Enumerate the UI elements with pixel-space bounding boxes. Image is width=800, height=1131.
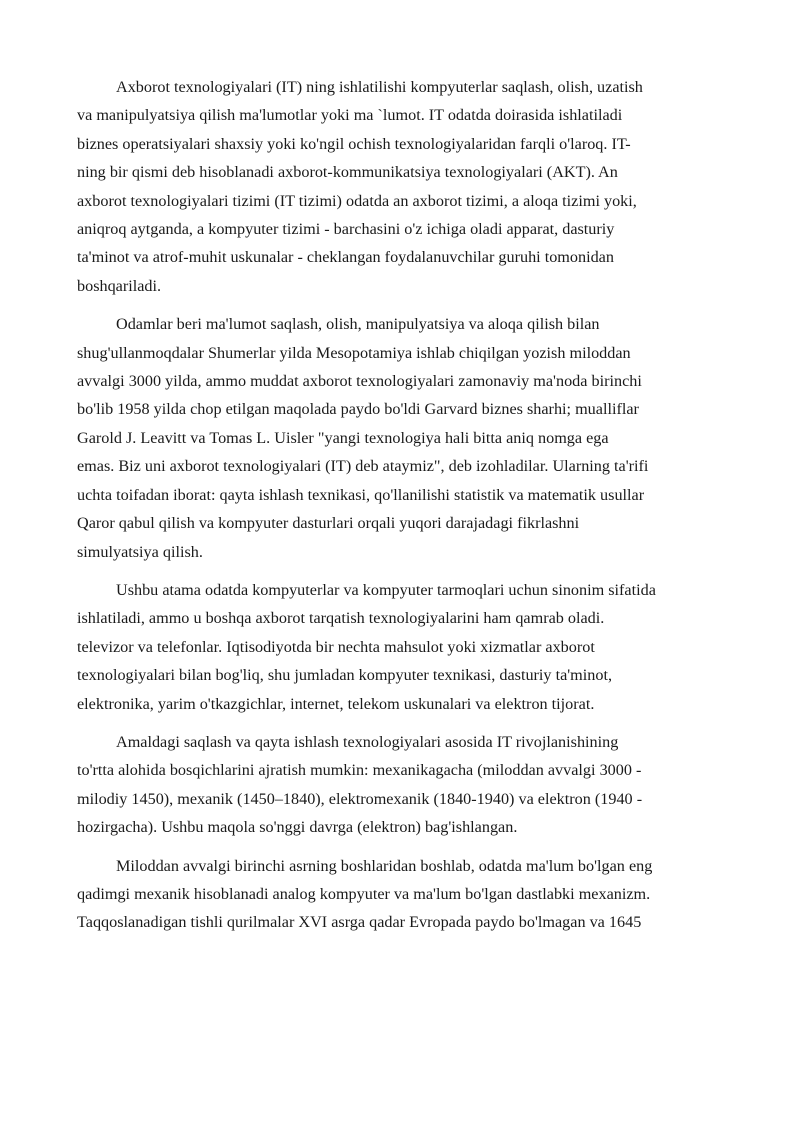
text-line: Odamlar beri ma'lumot saqlash, olish, manipulyatsiya va aloqa qilish bilan	[116, 315, 600, 334]
text-line: ning bir qismi deb hisoblanadi axborot-kommunikatsiya texnologiyalari (AKT). An	[77, 163, 618, 182]
text-line: Qaror qabul qilish va kompyuter dasturlari orqali yuqori darajadagi fikrlashni	[77, 514, 580, 533]
text-line: televizor va telefonlar. Iqtisodiyotda bir nechta mahsulot yoki xizmatlar axborot	[77, 637, 595, 656]
text-line: texnologiyalari bilan bog'liq, shu jumladan kompyuter texnikasi, dasturiy ta'minot,	[77, 666, 612, 685]
text-line: elektronika, yarim o'tkazgichlar, internet, telekom uskunalari va elektron tijorat.	[77, 694, 595, 713]
text-line: Axborot texnologiyalari (IT) ning ishlatilishi kompyuterlar saqlash, olish, uzatish	[116, 78, 643, 96]
text-line: avvalgi 3000 yilda, ammo muddat axborot texnologiyalari zamonaviy ma'noda birinchi	[77, 372, 642, 391]
paragraph-4	[77, 728, 741, 842]
paragraph-1	[77, 73, 741, 300]
paragraph-5	[77, 852, 741, 937]
text-line: simulyatsiya qilish.	[77, 542, 203, 561]
text-line: Ushbu atama odatda kompyuterlar va kompyuter tarmoqlari uchun sinonim sifatida	[116, 580, 656, 599]
text-line: biznes operatsiyalari shaxsiy yoki ko'ngil ochish texnologiyalaridan farqli o'laroq. IT-	[77, 134, 631, 153]
text-line: uchta toifadan iborat: qayta ishlash texnikasi, qo'llanilishi statistik va matematik usullar	[77, 485, 645, 504]
text-line: ishlatiladi, ammo u boshqa axborot tarqatish texnologiyalarini ham qamrab oladi.	[77, 609, 605, 628]
text-line: to'rtta alohida bosqichlarini ajratish mumkin: mexanikagacha (miloddan avvalgi 3000 -	[77, 761, 642, 780]
text-line: boshqariladi.	[77, 276, 162, 295]
text-line: Miloddan avvalgi birinchi asrning boshlaridan boshlab, odatda ma'lum bo'lgan eng	[116, 856, 653, 875]
text-line: Taqqoslanadigan tishli qurilmalar XVI asrga qadar Evropada paydo bo'lmagan va 1645	[77, 913, 642, 932]
text-line: hozirgacha). Ushbu maqola so'nggi davrga (elektron) bag'ishlangan.	[77, 818, 518, 837]
text-line: va manipulyatsiya qilish ma'lumotlar yoki ma `lumot. IT odatda doirasida ishlatiladi	[77, 106, 623, 125]
text-line: Amaldagi saqlash va qayta ishlash texnologiyalari asosida IT rivojlanishining	[116, 732, 619, 751]
text-line: aniqroq aytganda, a kompyuter tizimi - barchasini o'z ichiga oladi apparat, dasturiy	[77, 220, 615, 239]
document-page	[77, 73, 741, 947]
text-line: milodiy 1450), mexanik (1450–1840), elektromexanik (1840-1940) va elektron (1940 -	[77, 789, 643, 808]
text-line: ta'minot va atrof-muhit uskunalar - cheklangan foydalanuvchilar guruhi tomonidan	[77, 248, 614, 267]
text-line: shug'ullanmoqdalar Shumerlar yilda Mesopotamiya ishlab chiqilgan yozish miloddan	[77, 343, 631, 362]
text-line: bo'lib 1958 yilda chop etilgan maqolada paydo bo'ldi Garvard biznes sharhi; mualliflar	[77, 400, 639, 419]
text-line: Garold J. Leavitt va Tomas L. Uisler "yangi texnologiya hali bitta aniq nomga ega	[77, 428, 609, 447]
text-line: emas. Biz uni axborot texnologiyalari (IT) deb ataymiz", deb izohladilar. Ularning ta'rifi	[77, 457, 649, 476]
text-line: axborot texnologiyalari tizimi (IT tizimi) odatda an axborot tizimi, a aloqa tizimi yoki,	[77, 191, 637, 210]
text-line: qadimgi mexanik hisoblanadi analog kompyuter va ma'lum bo'lgan dastlabki mexanizm.	[77, 884, 651, 903]
paragraph-2	[77, 310, 741, 566]
paragraph-3	[77, 576, 741, 718]
